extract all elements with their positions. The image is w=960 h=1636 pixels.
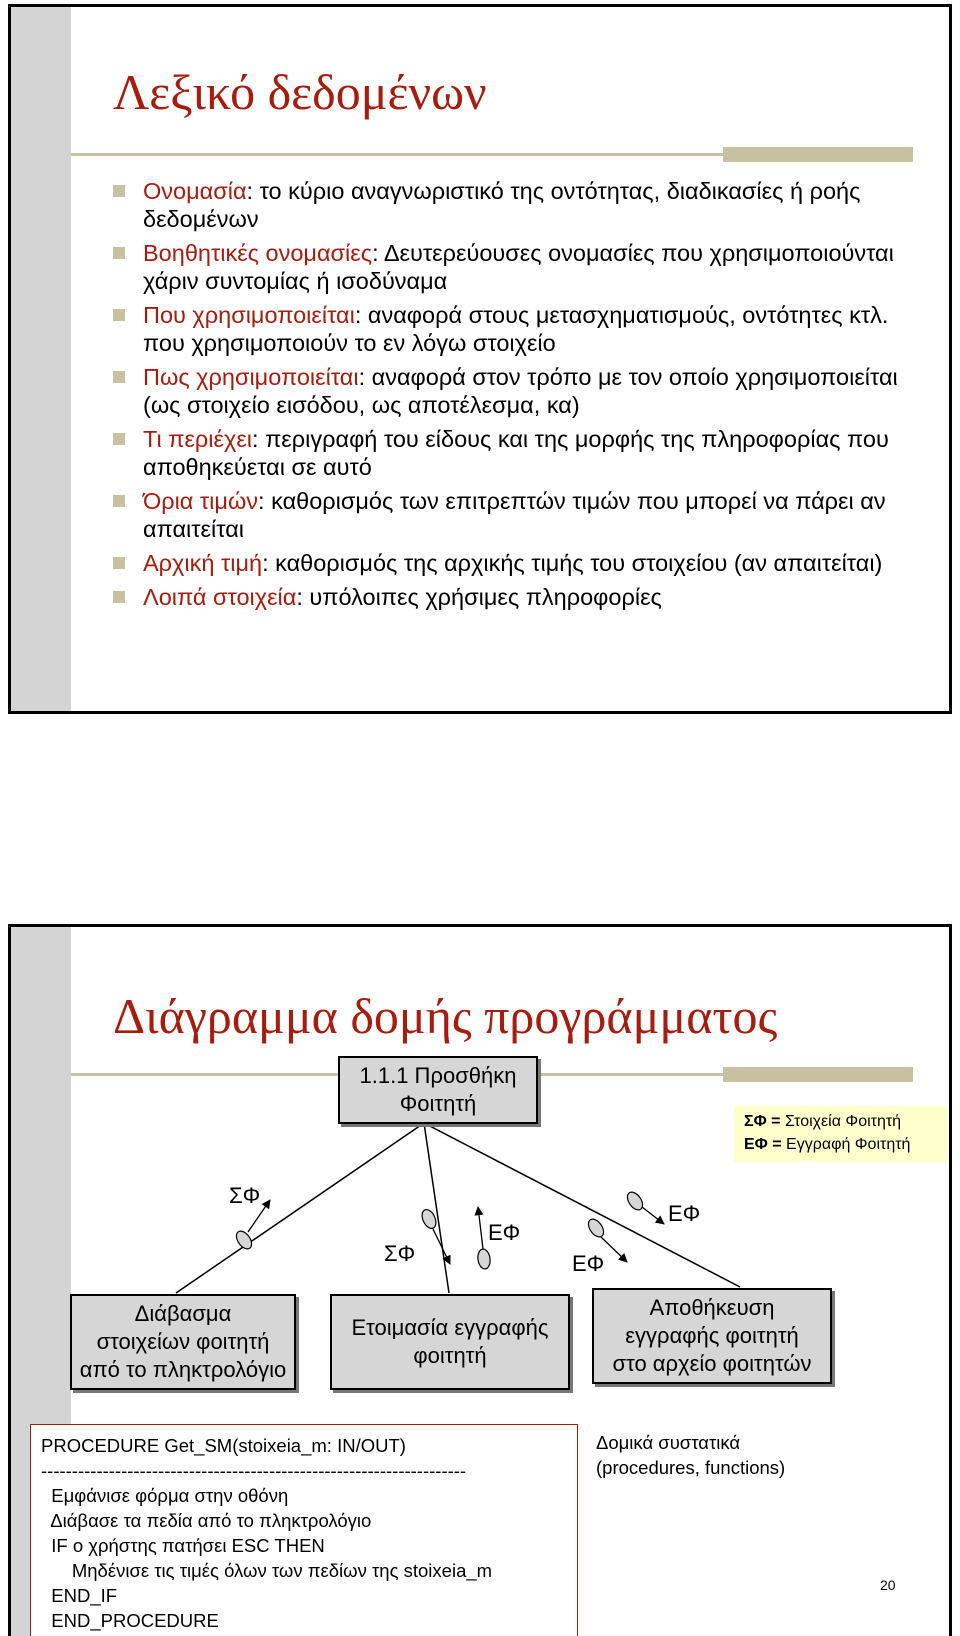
definition-term: Πως χρησιμοποιείται [143, 364, 359, 390]
definition-text: : Δευτερεύουσες ονομασίες που χρησιμοποιούνται χάριν συντομίας ή ισοδύναμα [143, 240, 894, 294]
note-line: Δομικά συστατικά [596, 1432, 741, 1453]
definition-text: : το κύριο αναγνωριστικό της οντότητας, διαδικασίες ή ροής δεδομένων [143, 178, 861, 232]
legend-sf: ΣΦ = Στοιχεία Φοιτητή [744, 1113, 902, 1130]
definition-text: : αναφορά στον τρόπο με τον οποίο χρησιμοποιείται (ως στοιχείο εισόδου, ως αποτέλεσμα, κα) [143, 364, 898, 418]
definition-term: Τι περιέχει [143, 426, 253, 452]
page-number: 20 [880, 1577, 896, 1593]
flow-label-right-ef-in: ΕΦ [572, 1251, 605, 1276]
definition-term: Αρχική τιμή [143, 550, 263, 576]
abbreviation-legend [734, 1106, 948, 1162]
definition-term: Βοηθητικές ονομασίες [143, 240, 373, 266]
code-line: Μηδένισε τις τιμές όλων των πεδίων της stoixeia_m [41, 1560, 493, 1581]
code-line: --------------------------------------------------------------------- [41, 1460, 467, 1481]
definition-text: : περιγραφή του είδους και της μορφής της πληροφορίας που αποθηκεύεται σε αυτό [143, 426, 889, 480]
module-box-prepare-record: Ετοιμασία εγγραφής φοιτητή [330, 1294, 570, 1390]
definition-term: Όρια τιμών [143, 488, 259, 514]
definition-term: Λοιπά στοιχεία [143, 584, 297, 610]
code-line: END_IF [41, 1585, 118, 1606]
definition-term: Που χρησιμοποιείται [143, 302, 355, 328]
flow-label-middle-sf: ΣΦ [384, 1241, 416, 1266]
connector-left [176, 1123, 424, 1293]
definition-text: : αναφορά στους μετασχηματισμούς, οντότητες κτλ. που χρησιμοποιούν το εν λόγω στοιχείο [143, 302, 889, 356]
flow-arrow-middle-sf [419, 1207, 450, 1264]
flow-label-right-ef-out: ΕΦ [668, 1201, 701, 1226]
flow-label-left-sf: ΣΦ [229, 1183, 261, 1208]
module-box-read-student: Διάβασμα στοιχείων φοιτητή από το πληκτρολόγιο [70, 1294, 296, 1390]
definition-text: : υπόλοιπες χρήσιμες πληροφορίες [296, 584, 662, 610]
structural-components-note [596, 1430, 785, 1480]
root-module-box: 1.1.1 Προσθήκη Φοιτητή [338, 1056, 538, 1124]
code-line: END_PROCEDURE [41, 1610, 219, 1631]
definition-term: Ονομασία [143, 178, 247, 204]
note-line: (procedures, functions) [596, 1457, 786, 1478]
slide-title: Διάγραμμα δομής προγράμματος [113, 988, 778, 1044]
procedure-code-box [30, 1424, 578, 1636]
code-line: PROCEDURE Get_SM(stoixeia_m: IN/OUT) [41, 1435, 406, 1456]
definition-text: : καθορισμός των επιτρεπτών τιμών που μπορεί να πάρει αν απαιτείται [143, 488, 886, 542]
slide-title: Λεξικό δεδομένων [113, 64, 487, 120]
module-box-save-record: Αποθήκευση εγγραφής φοιτητή στο αρχείο φοιτητών [592, 1288, 832, 1384]
code-line: Διάβασε τα πεδία από το πληκτρολόγιο [41, 1510, 372, 1531]
connector-middle [424, 1123, 449, 1293]
flow-label-middle-ef: ΕΦ [488, 1220, 521, 1245]
code-line: Εμφάνισε φόρμα στην οθόνη [41, 1485, 289, 1506]
flow-arrow-right-ef-out [624, 1189, 664, 1224]
legend-ef: ΕΦ = Εγγραφή Φοιτητή [744, 1136, 911, 1153]
code-line: IF ο χρήστης πατήσει ESC THEN [41, 1535, 325, 1556]
definition-text: : καθορισμός της αρχικής τιμής του στοιχείου (αν απαιτείται) [262, 550, 883, 576]
